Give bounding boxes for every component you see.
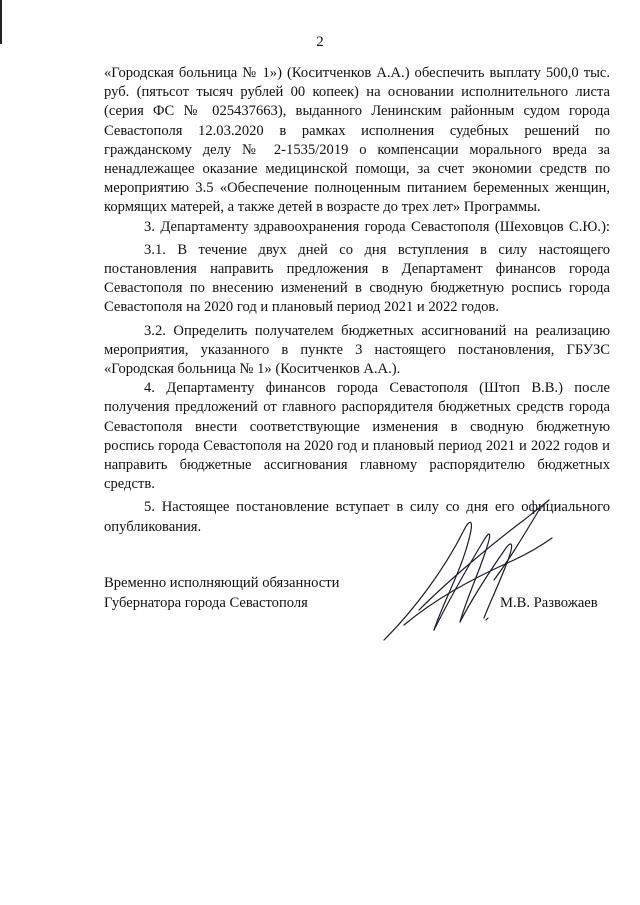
handwritten-signature xyxy=(374,490,564,650)
paragraph-item-4: 4. Департаменту финансов города Севастополя (Штоп В.В.) после получения предложений от главного распорядителя бюджетных средств города Севастополя внести соответствующие изменения в сводную бюджетную роспись города Севастополя на 2020 год и плановый период 2021 и 2022 годов и направить бюджетные ассигнования главному распорядителю бюджетных средств. xyxy=(104,380,610,493)
paragraph-item-3: 3. Департаменту здравоохранения города Севастополя (Шеховцов С.Ю.): xyxy=(144,218,610,235)
page-number: 2 xyxy=(316,34,324,50)
document-body xyxy=(104,64,610,537)
signatory-position xyxy=(104,574,339,613)
signatory-position-line-1: Временно исполняющий обязанности xyxy=(104,575,340,591)
paragraph-item-3-1: 3.1. В течение двух дней со дня вступления в силу настоящего постановления направить предложения в Департамент финансов города Севастополя по внесению изменений в сводную бюджетную роспись города Севастополя на 2020 год и плановый период 2021 и 2022 годов. xyxy=(104,241,610,316)
paragraph-item-5: 5. Настоящее постановление вступает в силу со дня его официального опубликования. xyxy=(104,499,610,535)
signatory-position-line-2: Губернатора города Севастополя xyxy=(104,594,308,611)
signatory-name: М.В. Развожаев xyxy=(500,595,598,611)
paragraph-continuation: «Городская больница № 1») (Коситченков А.А.) обеспечить выплату 500,0 тыс. руб. (пятьсот тысяч рублей 00 копеек) на основании исполнительного листа (серия ФС № 025437663), выданного Ленинским районным судом города Севастополя 12.03.2020 в рамках исполнения судебных решений по гражданскому делу № 2-1535/2019 о компенсации морального вреда за ненадлежащее оказание медицинской помощи, за счет экономии средств по мероприятию 3.5 «Обеспечение полноценным питанием беременных женщин, кормящих матерей, а также детей в возрасте до трех лет» Программы. xyxy=(104,65,610,216)
paragraph-item-3-2: 3.2. Определить получателем бюджетных ассигнований на реализацию мероприятия, указанного в пункте 3 настоящего постановления, ГБУЗС «Городская больница № 1» (Коситченков А.А.). xyxy=(104,322,610,378)
